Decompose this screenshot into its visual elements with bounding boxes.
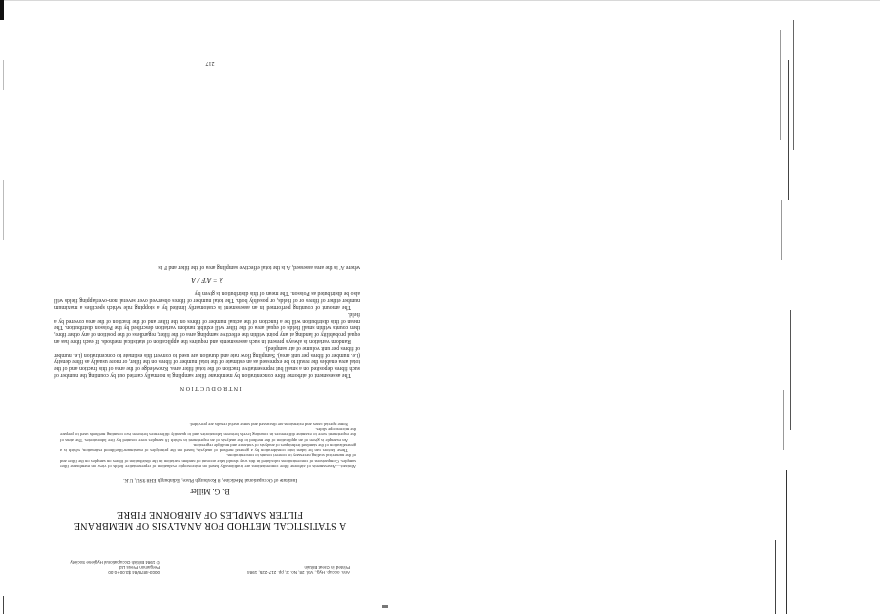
citation-line: Pergamon Press Ltd [118,565,160,570]
abstract [60,421,356,469]
body-text [54,263,360,378]
paper-title [60,509,360,531]
equation: λ = A′F / A [191,275,223,284]
abstract-paragraph: Some special cases and extensions are discussed and some useful results are provided. [189,421,348,427]
author-name: B. G. Miller [190,487,230,496]
citation-line: © 1984 British Occupational Hygiene Society [70,560,160,565]
title-line: FILTER SAMPLES OF AIRBORNE FIBRE [116,509,304,520]
body-paragraph: where A′ is the area assessed, A is the total effective sampling area of the filter and F is [158,263,360,270]
abstract-paragraph: An example is given of an application of the method to the analysis of an experiment in which 16 samples were counted by five laboratories. The aims of the experiment were to examine differences in counting levels between laboratories and to quantify differences between two counting methods used to prepare the microscope slides. [60,426,356,443]
title-line: A STATISTICAL METHOD FOR ANALYSIS OF MEMBRANE [73,520,347,531]
abstract-paragraph: These factors can be taken into consideration by a general method of analysis, based on the principles of maximum-likelihood estimation, which is a generalization of the standard techniques of analysis of variance and multiple regression. [60,442,356,454]
author-affiliation: Institute of Occupational Medicine, 8 Roxburgh Place, Edinburgh EH8 9SU, U.K. [122,477,298,483]
citation-line: Ann. occup. Hyg., Vol. 28, No. 2, pp. 217-225, 1984 [247,570,350,575]
journal-citation [247,565,350,575]
body-paragraph: Random variation is always present in such assessments and requires the application of statistical methods. If each fibre has an equal probability of landing at any point within the effective sampling area of the filter, regardless of the position of any other fibre, then counts within small fields of equal area of the filter will exhibit random variation described by the Poisson distribution. The mean of this distribution will be a function of the actual number of fibres on the filter and of the fraction of the area covered by a field. [54,310,360,345]
publisher-citation [70,560,160,575]
section-heading-introduction: INTRODUCTION [178,385,242,391]
body-paragraph: The assessment of airborne fibre concentration by membrane filter sampling is normally carried out by counting the number of such fibres deposited on a small but representative fraction of the total filter area. Knowledge of the area of this fraction and of the total area enables the result to be expressed as an estimate of the total number of fibres on the filter, or more usually as fibre density (i.e. number of fibres per unit area). Sampling flow rate and duration are used to convert this estimate to concentration (i.e. number of fibres per unit volume of air sampled). [54,344,360,378]
citation-line: 0003-4878/84 $3.00+0.00 [108,570,160,575]
body-paragraph: The amount of counting performed in an assessment is customarily limited by a stopping rule which specifies a maximum number either of fibres or of fields, or possibly both. The total number of fibres observed over several non-overlapping fields will also be distributed as Poisson. The mean of this distribution is given by [54,290,360,311]
citation-line: Printed in Great Britain [304,565,350,570]
page-number: 217 [205,60,215,66]
abstract-paragraph: Abstract—Assessments of airborne fibre concentrations are traditionally based on microscopic evaluation of representative fields of view on membrane filter samples. Comparisons of concentrations calculated in this way should take account of random variation in the distribution of fibres on samples on the filter and of the numerical scaling necessary to convert counts to concentrations. [60,453,356,469]
